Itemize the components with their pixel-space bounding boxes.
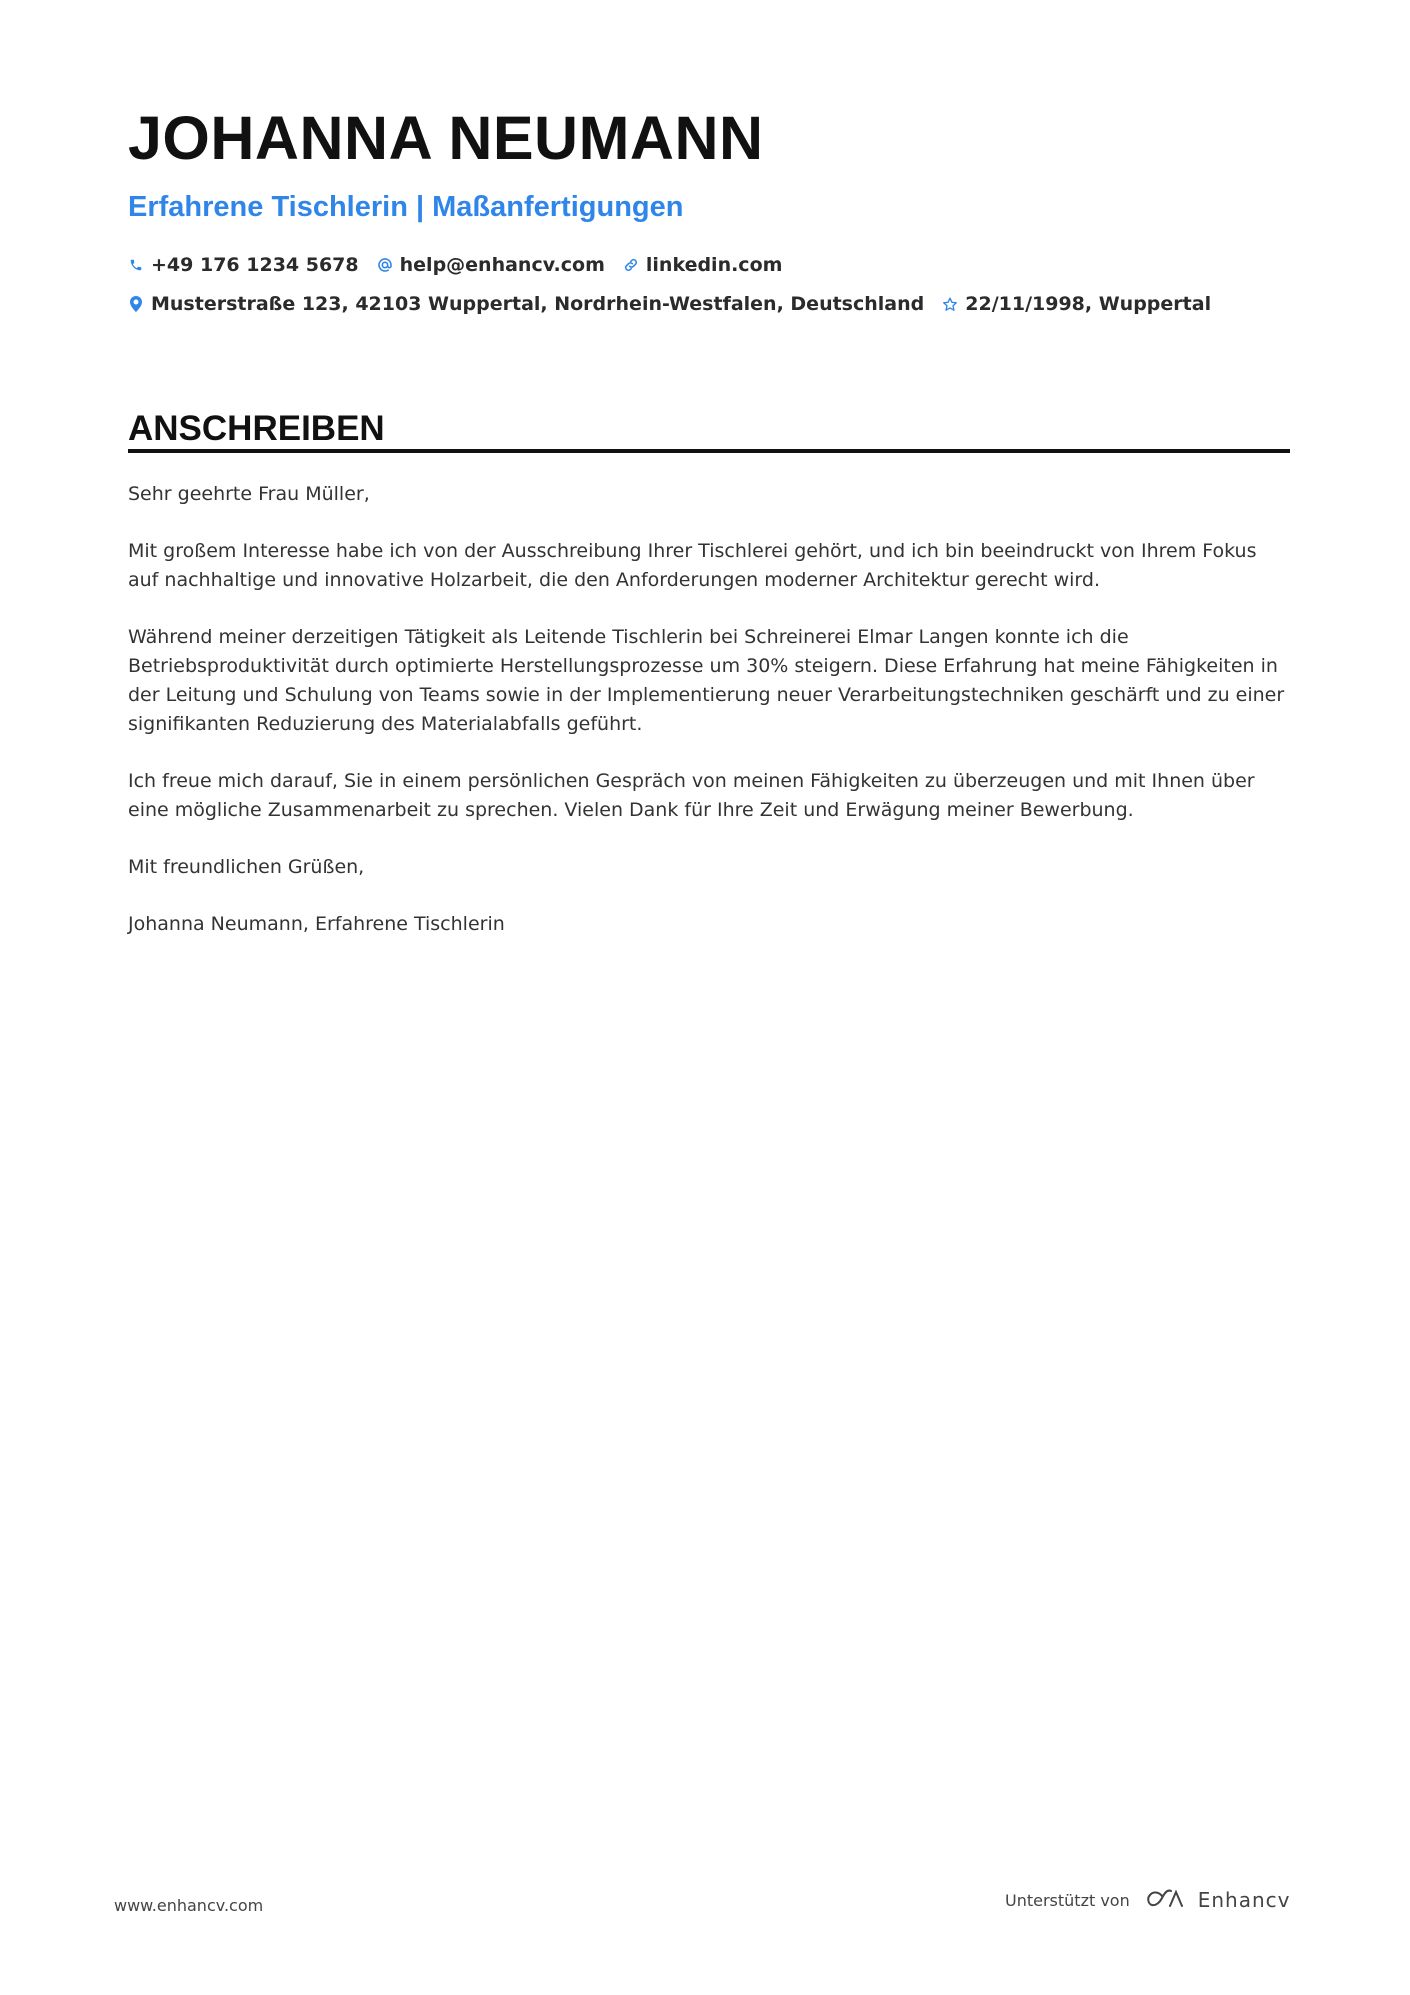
contact-email[interactable]	[377, 254, 605, 276]
applicant-title: Erfahrene Tischlerin | Maßanfertigungen	[128, 191, 684, 223]
section-title: ANSCHREIBEN	[128, 409, 385, 448]
phone-text: +49 176 1234 5678	[151, 254, 359, 276]
phone-icon	[128, 256, 144, 274]
letter-signature: Johanna Neumann, Erfahrene Tischlerin	[128, 913, 505, 935]
footer-branding[interactable]	[1005, 1888, 1291, 1912]
linkedin-text: linkedin.com	[645, 254, 783, 276]
star-icon	[942, 295, 958, 313]
contact-row-primary	[128, 254, 800, 276]
email-text: help@enhancv.com	[399, 254, 605, 276]
footer-website[interactable]: www.enhancv.com	[114, 1896, 264, 1915]
brand-name: Enhancv	[1197, 1888, 1291, 1912]
contact-address	[128, 293, 924, 315]
letter-body	[128, 480, 1290, 967]
section-divider	[128, 449, 1290, 453]
letter-paragraph: Während meiner derzeitigen Tätigkeit als Leitende Tischlerin bei Schreinerei Elmar Langen konnte ich die Betriebsproduktivität durch optimierte Herstellungsprozesse um 30% steigern. Diese Erfahrung hat meine Fähigkeiten in der Leitung und Schulung von Teams sowie in der Implementierung neuer Verarbeitungstechniken geschärft und zu einer signifikanten Reduzierung des Materialabfalls geführt.	[128, 626, 1285, 735]
address-text: Musterstraße 123, 42103 Wuppertal, Nordrhein-Westfalen, Deutschland	[151, 293, 925, 315]
link-icon	[623, 256, 639, 274]
contact-birth	[942, 293, 1211, 315]
contact-phone[interactable]	[128, 254, 359, 276]
location-pin-icon	[128, 295, 144, 313]
letter-salutation: Sehr geehrte Frau Müller,	[128, 483, 370, 505]
powered-by-text: Unterstützt von	[1005, 1890, 1130, 1910]
contact-row-secondary	[128, 293, 1229, 315]
birth-text: 22/11/1998, Wuppertal	[965, 293, 1212, 315]
contact-linkedin[interactable]	[623, 254, 783, 276]
letter-paragraph: Mit großem Interesse habe ich von der Ausschreibung Ihrer Tischlerei gehört, und ich bin beeindruckt von Ihrem Fokus auf nachhaltige und innovative Holzarbeit, die den Anforderungen moderner Architektur gerecht wird.	[128, 540, 1257, 591]
letter-paragraph: Ich freue mich darauf, Sie in einem persönlichen Gespräch von meinen Fähigkeiten zu überzeugen und mit Ihnen über eine mögliche Zusammenarbeit zu sprechen. Vielen Dank für Ihre Zeit und Erwägung meiner Bewerbung.	[128, 770, 1255, 821]
letter-closing: Mit freundlichen Grüßen,	[128, 856, 365, 878]
enhancv-logo-icon	[1142, 1888, 1188, 1912]
applicant-name: JOHANNA NEUMANN	[128, 104, 764, 172]
at-icon	[377, 256, 393, 274]
